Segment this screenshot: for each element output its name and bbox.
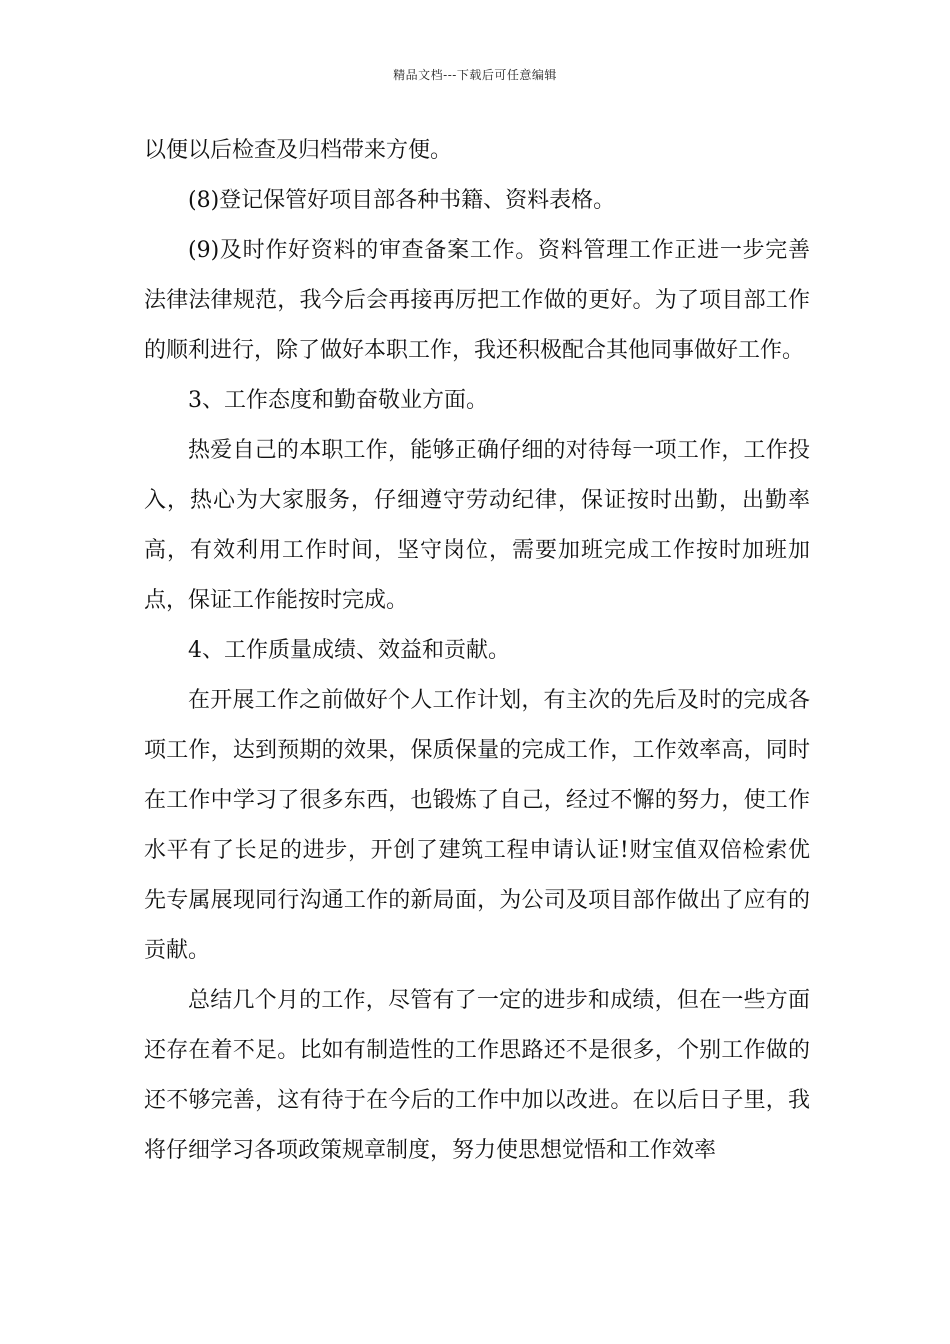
- paragraph: 以便以后检查及归档带来方便。: [144, 138, 453, 163]
- document-body: [144, 126, 810, 1176]
- section-heading: 4、工作质量成绩、效益和贡献。: [188, 638, 510, 663]
- paragraph: 总结几个月的工作，尽管有了一定的进步和成绩，但在一些方面还存在着不足。比如有制造性的工作思路还不是很多，个别工作做的还不够完善，这有待于在今后的工作中加以改进。在以后日子里，我将仔细学习各项政策规章制度，努力使思想觉悟和工作效率: [144, 988, 810, 1163]
- page-header: 精品文档---下载后可任意编辑: [393, 68, 557, 82]
- paragraph: 在开展工作之前做好个人工作计划，有主次的先后及时的完成各项工作，达到预期的效果，保质保量的完成工作，工作效率高，同时在工作中学习了很多东西，也锻炼了自己，经过不懈的努力，使工作水平有了长足的进步，开创了建筑工程申请认证!财宝值双倍检索优先专属展现同行沟通工作的新局面，为公司及项目部作做出了应有的贡献。: [144, 688, 810, 963]
- section-heading: 3、工作态度和勤奋敬业方面。: [188, 388, 488, 413]
- paragraph: (8)登记保管好项目部各种书籍、资料表格。: [188, 188, 616, 213]
- paragraph: (9)及时作好资料的审查备案工作。资料管理工作正进一步完善法律法律规范，我今后会再接再厉把工作做的更好。为了项目部工作的顺利进行，除了做好本职工作，我还积极配合其他同事做好工作。: [144, 238, 810, 363]
- paragraph: 热爱自己的本职工作，能够正确仔细的对待每一项工作，工作投入，热心为大家服务，仔细遵守劳动纪律，保证按时出勤，出勤率高，有效利用工作时间，坚守岗位，需要加班完成工作按时加班加点，保证工作能按时完成。: [144, 438, 810, 613]
